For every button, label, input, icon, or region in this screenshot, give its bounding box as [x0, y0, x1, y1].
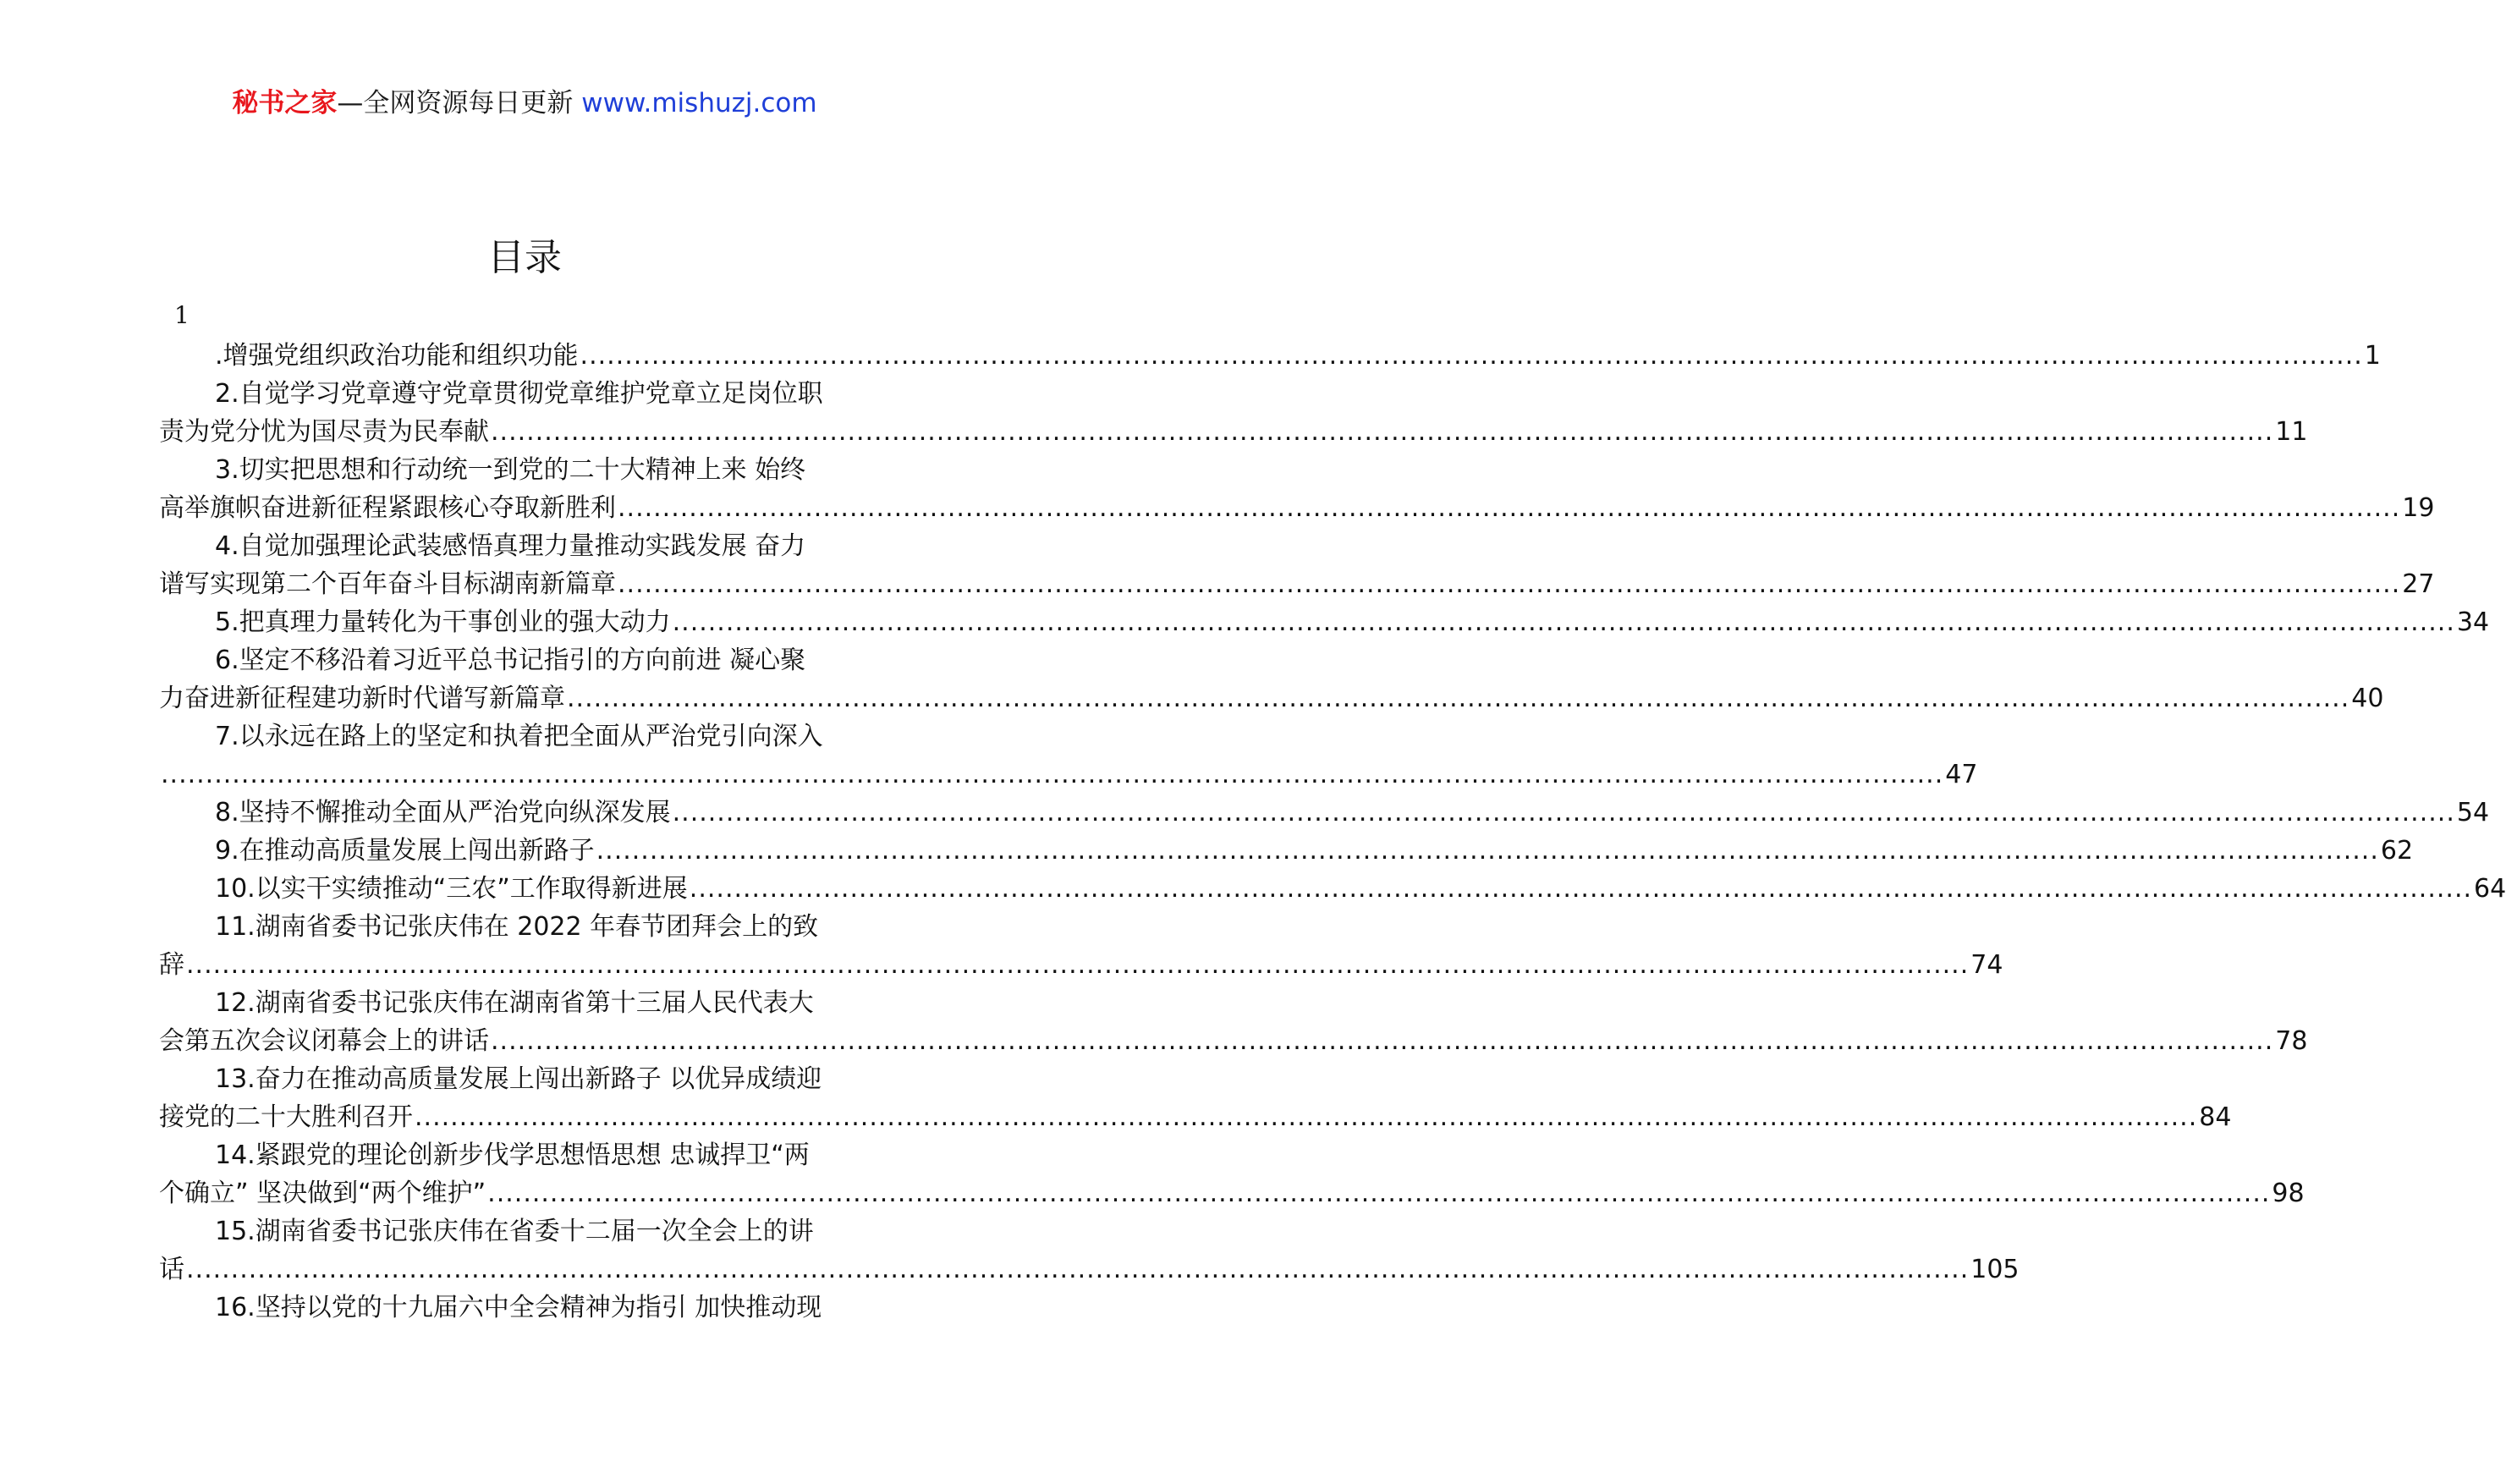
toc-entry-text: 力奋进新征程建功新时代谱写新篇章: [159, 684, 565, 713]
toc-entry-text: 4.自觉加强理论武装感悟真理力量推动实践发展 奋力: [215, 531, 806, 561]
toc-page-number: 64: [2474, 874, 2506, 904]
toc-leader-dots: ........................................................................................................................................................................................................: [618, 569, 2401, 599]
toc-entry-line: [159, 489, 2435, 527]
banner-brand: 秘书之家: [232, 88, 338, 118]
toc-entry-text: 8.坚持不懈推动全面从严治党向纵深发展: [215, 798, 671, 827]
toc-entry-line: [159, 641, 890, 679]
toc-entry-text: 话: [159, 1255, 184, 1284]
toc-leader-dots: ........................................................................................................................................................................................................: [487, 1179, 2271, 1208]
toc-entry-line: [159, 375, 890, 413]
toc-entry-text: 2.自觉学习党章遵守党章贯彻党章维护党章立足岗位职: [215, 379, 823, 409]
toc-entry-text: 3.切实把思想和行动统一到党的二十大精神上来 始终: [215, 455, 806, 485]
toc-entry-text: 辞: [159, 950, 184, 980]
toc-page-number: 105: [1970, 1255, 2020, 1284]
toc-entry[interactable]: [159, 641, 2384, 717]
toc-entry-text: 9.在推动高质量发展上闯出新路子: [215, 836, 595, 866]
toc-entry-line: [159, 1212, 890, 1250]
toc-entry[interactable]: [159, 908, 2003, 984]
toc-entry-text: .增强党组织政治功能和组织功能: [215, 341, 579, 371]
toc-leader-dots: ........................................................................................................................................................................................................: [580, 341, 2363, 371]
toc-entry-text: 6.坚定不移沿着习近平总书记指引的方向前进 凝心聚: [215, 646, 806, 675]
toc-page-number: 11: [2275, 417, 2308, 447]
toc-entry[interactable]: [159, 794, 2490, 832]
toc-entry[interactable]: [159, 1212, 2020, 1289]
banner-slogan: —全网资源每日更新: [337, 88, 574, 118]
toc-entry-line: [159, 679, 2384, 717]
toc-entry-line: [159, 1060, 890, 1098]
toc-entry-text: 7.以永远在路上的坚定和执着把全面从严治党引向深入: [215, 722, 823, 751]
toc-entry-line: [159, 984, 890, 1022]
toc-entry[interactable]: [159, 1289, 890, 1327]
toc-entry-text: 15.湖南省委书记张庆伟在省委十二届一次全会上的讲: [215, 1217, 814, 1246]
stray-number: 1: [174, 301, 190, 329]
toc-page-number: 62: [2380, 836, 2414, 866]
toc-entry-line: [159, 1289, 890, 1327]
toc-entry[interactable]: [159, 984, 2308, 1060]
toc-entry-line: [159, 337, 2381, 375]
toc-entry-line: [159, 870, 2506, 908]
toc-leader-dots: ........................................................................................................................................................................................................: [567, 684, 2350, 713]
toc-entry[interactable]: [159, 451, 2435, 527]
toc-entry-line: [159, 413, 2308, 451]
toc-page-number: 78: [2275, 1026, 2308, 1056]
toc-page-number: 74: [1970, 950, 2003, 980]
toc-entry-text: 个确立” 坚决做到“两个维护”: [159, 1179, 486, 1208]
toc-leader-dots: ........................................................................................................................................................................................................: [186, 1255, 1970, 1284]
toc-entry[interactable]: [159, 1136, 2305, 1212]
toc-entry-line: [159, 1250, 2020, 1289]
table-of-contents: [159, 337, 2506, 1327]
toc-entry-line: [159, 946, 2003, 984]
toc-entry-line: [159, 794, 2490, 832]
toc-entry[interactable]: [159, 832, 2414, 870]
toc-entry-text: 16.坚持以党的十九届六中全会精神为指引 加快推动现: [215, 1293, 822, 1322]
site-banner: [0, 85, 1049, 122]
toc-entry-line: [159, 832, 2414, 870]
toc-entry-line: [159, 527, 890, 565]
toc-page-number: 19: [2402, 493, 2435, 523]
toc-leader-dots: ........................................................................................................................................................................................................: [672, 798, 2455, 827]
toc-entry[interactable]: [159, 870, 2506, 908]
toc-entry-line: [159, 717, 890, 756]
toc-leader-dots: ........................................................................................................................................................................................................: [689, 874, 2473, 904]
toc-entry-text: 14.紧跟党的理论创新步伐学思想悟思想 忠诚捍卫“两: [215, 1140, 810, 1170]
toc-page-number: 27: [2402, 569, 2435, 599]
toc-entry-line: [159, 1022, 2308, 1060]
toc-page-number: 54: [2456, 798, 2490, 827]
toc-leader-dots: ........................................................................................................................................................................................................: [186, 950, 1970, 980]
banner-url-link[interactable]: www.mishuzj.com: [581, 88, 817, 118]
toc-entry-line: [159, 1174, 2305, 1212]
toc-page-number: 1: [2364, 341, 2381, 371]
toc-page-number: 84: [2199, 1102, 2232, 1132]
toc-leader-dots: ........................................................................................................................................................................................................: [415, 1102, 2198, 1132]
toc-entry[interactable]: [159, 1060, 2232, 1136]
toc-entry-line: [159, 565, 2435, 603]
toc-entry[interactable]: [159, 337, 2381, 375]
toc-page-number: 34: [2456, 607, 2490, 637]
page-title: 目录: [487, 236, 562, 279]
toc-entry-line: [159, 1098, 2232, 1136]
toc-entry[interactable]: [159, 375, 2308, 451]
toc-entry-text: 5.把真理力量转化为干事创业的强大动力: [215, 607, 671, 637]
toc-leader-dots: ........................................................................................................................................................................................................: [491, 1026, 2274, 1056]
toc-entry[interactable]: [159, 603, 2490, 641]
toc-leader-dots: ........................................................................................................................................................................................................: [618, 493, 2401, 523]
toc-entry-text: 10.以实干实绩推动“三农”工作取得新进展: [215, 874, 688, 904]
toc-leader-dots: ........................................................................................................................................................................................................: [672, 607, 2455, 637]
toc-entry-text: 13.奋力在推动高质量发展上闯出新路子 以优异成绩迎: [215, 1064, 822, 1094]
toc-page-number: 47: [1945, 760, 1978, 789]
toc-entry-line: [159, 451, 890, 489]
toc-entry-text: 责为党分忧为国尽责为民奉献: [159, 417, 489, 447]
toc-entry-text: 11.湖南省委书记张庆伟在 2022 年春节团拜会上的致: [215, 912, 819, 942]
toc-entry-line: [159, 1136, 890, 1174]
toc-leader-dots: ........................................................................................................................................................................................................: [161, 760, 1944, 789]
toc-page-number: 98: [2272, 1179, 2305, 1208]
toc-entry-text: 接党的二十大胜利召开: [159, 1102, 413, 1132]
toc-leader-dots: ........................................................................................................................................................................................................: [596, 836, 2379, 866]
toc-entry-line: [159, 908, 890, 946]
toc-leader-dots: ........................................................................................................................................................................................................: [491, 417, 2274, 447]
toc-entry-text: 会第五次会议闭幕会上的讲话: [159, 1026, 489, 1056]
toc-entry-text: 谱写实现第二个百年奋斗目标湖南新篇章: [159, 569, 616, 599]
toc-entry[interactable]: [159, 527, 2435, 603]
toc-entry-text: 高举旗帜奋进新征程紧跟核心夺取新胜利: [159, 493, 616, 523]
toc-entry[interactable]: [159, 717, 1978, 794]
toc-entry-line: [159, 756, 1978, 794]
toc-entry-text: 12.湖南省委书记张庆伟在湖南省第十三届人民代表大: [215, 988, 814, 1018]
toc-entry-line: [159, 603, 2490, 641]
toc-page-number: 40: [2351, 684, 2384, 713]
